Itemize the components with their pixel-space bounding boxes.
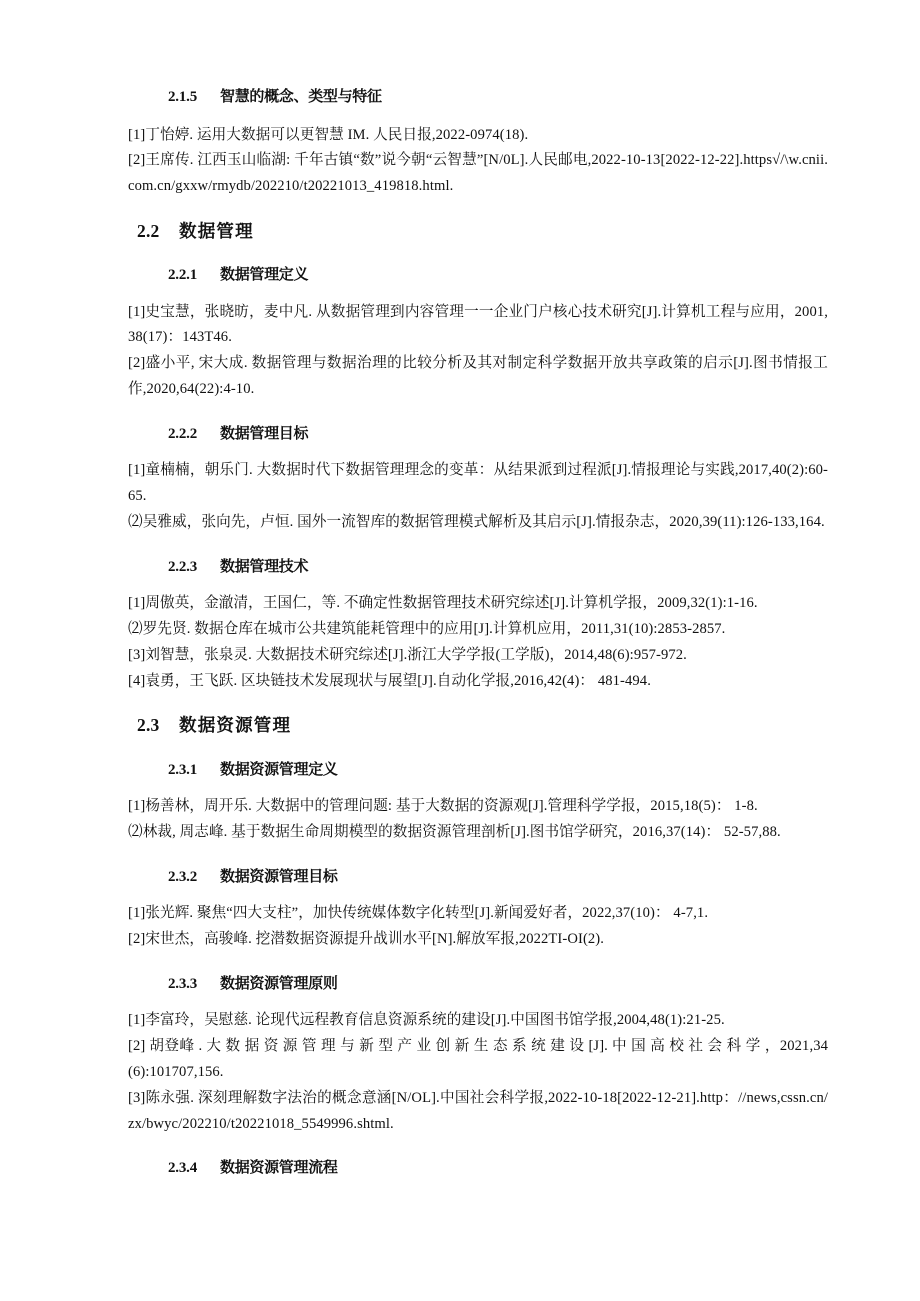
heading-number: 2.2.1 bbox=[168, 267, 198, 284]
reference-entry: [3]刘智慧，张泉灵. 大数据技术研究综述[J].浙江大学学报(工学版)，2014,48(6):957-972. bbox=[128, 646, 687, 663]
reference-entry: [1]杨善林，周开乐. 大数据中的管理问题: 基于大数据的资源观[J].管理科学学报，2015,18(5)： 1-8. bbox=[128, 798, 758, 815]
heading-title: 数据管理 bbox=[179, 220, 254, 241]
reference-entry: [4]袁勇，王飞跃. 区块链技术发展现状与展望[J].自动化学报,2016,42(4)： 481-494. bbox=[128, 672, 651, 689]
reference-entry: ⑵罗先贤. 数据仓库在城市公共建筑能耗管理中的应用[J].计算机应用，2011,31(10):2853-2857. bbox=[128, 621, 726, 638]
heading-title: 智慧的概念、类型与特征 bbox=[220, 88, 382, 105]
reference-list-2.2.1 bbox=[128, 300, 828, 403]
reference-entry: [2]盛小平, 宋大成. 数据管理与数据治理的比较分析及其对制定科学数据开放共享政策的启示[J].图书情报工作,2020,64(22):4-10. bbox=[128, 355, 828, 398]
heading-number: 2.2 bbox=[137, 220, 160, 241]
reference-entry: [1]史宝慧，张晓昉，麦中凡. 从数据管理到内容管理一一企业门户核心技术研究[J].计算机工程与应用，2001,38(17)：143T46. bbox=[128, 303, 828, 346]
heading-number: 2.3 bbox=[137, 715, 160, 736]
heading-number: 2.1.5 bbox=[168, 89, 198, 105]
heading-number: 2.2.3 bbox=[168, 558, 198, 575]
reference-entry: ⑵吴雅威，张向先，卢恒. 国外一流智库的数据管理模式解析及其启示[J].情报杂志，2020,39(11):126-133,164. bbox=[128, 513, 825, 530]
reference-list-2.3.2 bbox=[128, 901, 828, 953]
heading-2.3.3 bbox=[168, 973, 828, 996]
heading-title: 数据资源管理流程 bbox=[220, 1159, 338, 1177]
reference-list-2.3.1 bbox=[128, 794, 828, 846]
heading-number: 2.2.2 bbox=[168, 425, 198, 442]
reference-entry: [1]周傲英，金澈清，王国仁，等. 不确定性数据管理技术研究综述[J].计算机学报，2009,32(1):1-16. bbox=[128, 595, 758, 612]
reference-list-2.2.2 bbox=[128, 458, 828, 535]
reference-list-2.3.3 bbox=[128, 1008, 828, 1137]
reference-entry: [1]张光辉. 聚焦“四大支柱”，加快传统媒体数字化转型[J].新闻爱好者，2022,37(10)： 4-7,1. bbox=[128, 905, 709, 922]
heading-2.2.1 bbox=[168, 264, 828, 287]
heading-title: 数据资源管理目标 bbox=[220, 867, 338, 885]
heading-2.3.1 bbox=[168, 759, 828, 782]
heading-title: 数据管理定义 bbox=[220, 266, 309, 284]
heading-2.2 bbox=[137, 218, 828, 244]
heading-title: 数据管理技术 bbox=[220, 557, 309, 575]
page-content bbox=[128, 86, 828, 1193]
reference-entry: [2] 胡登峰 . 大 数 据 资 源 管 理 与 新 型 产 业 创 新 生 态 系 统 建 设 [J]. 中 国 高 校 社 会 科 学 ，2021,34(6):101707,156. bbox=[128, 1038, 828, 1080]
heading-2.3.4 bbox=[168, 1157, 828, 1180]
reference-entry: [1]童楠楠，朝乐门. 大数据时代下数据管理理念的变革：从结果派到过程派[J].情报理论与实践,2017,40(2):60-65. bbox=[128, 462, 828, 505]
reference-entry: [2]王席传. 江西玉山临湖: 千年古镇“数”说今朝“云智慧”[N/0L].人民邮电,2022-10-13[2022-12-22].https√/\w.cnii.com.cn/gxxw/rmydb/202210/t20221013_419818.html. bbox=[128, 152, 828, 195]
heading-number: 2.3.3 bbox=[168, 975, 198, 992]
reference-list-2.1.5 bbox=[128, 123, 828, 200]
heading-2.3 bbox=[137, 712, 828, 738]
heading-title: 数据资源管理原则 bbox=[220, 974, 338, 992]
heading-title: 数据资源管理定义 bbox=[220, 760, 338, 778]
reference-entry: [1]李富玲，吴慰慈. 论现代远程教育信息资源系统的建设[J].中国图书馆学报,2004,48(1):21-25. bbox=[128, 1012, 725, 1029]
reference-list-2.2.3 bbox=[128, 591, 828, 694]
heading-number: 2.3.1 bbox=[168, 761, 198, 778]
reference-entry: [3]陈永强. 深刻理解数字法治的概念意涵[N/OL].中国社会科学报,2022-10-18[2022-12-21].http：//news,cssn.cn/zx/bwyc/202210/t20221018_5549996.shtml. bbox=[128, 1089, 828, 1132]
reference-entry: ⑵林裁, 周志峰. 基于数据生命周期模型的数据资源管理剖析[J].图书馆学研究，2016,37(14)： 52-57,88. bbox=[128, 823, 781, 840]
heading-2.1.5 bbox=[168, 86, 828, 109]
heading-title: 数据资源管理 bbox=[179, 715, 292, 736]
heading-2.3.2 bbox=[168, 866, 828, 889]
reference-entry: [2]宋世杰，高骏峰. 挖潜数据资源提升战训水平[N].解放军报,2022TI-OI(2). bbox=[128, 931, 605, 948]
heading-number: 2.3.2 bbox=[168, 868, 198, 885]
heading-number: 2.3.4 bbox=[168, 1160, 198, 1177]
heading-2.2.2 bbox=[168, 423, 828, 446]
reference-entry: [1]丁怡婷. 运用大数据可以更智慧 IM. 人民日报,2022-0974(18). bbox=[128, 126, 529, 143]
heading-2.2.3 bbox=[168, 556, 828, 579]
heading-title: 数据管理目标 bbox=[220, 424, 309, 442]
